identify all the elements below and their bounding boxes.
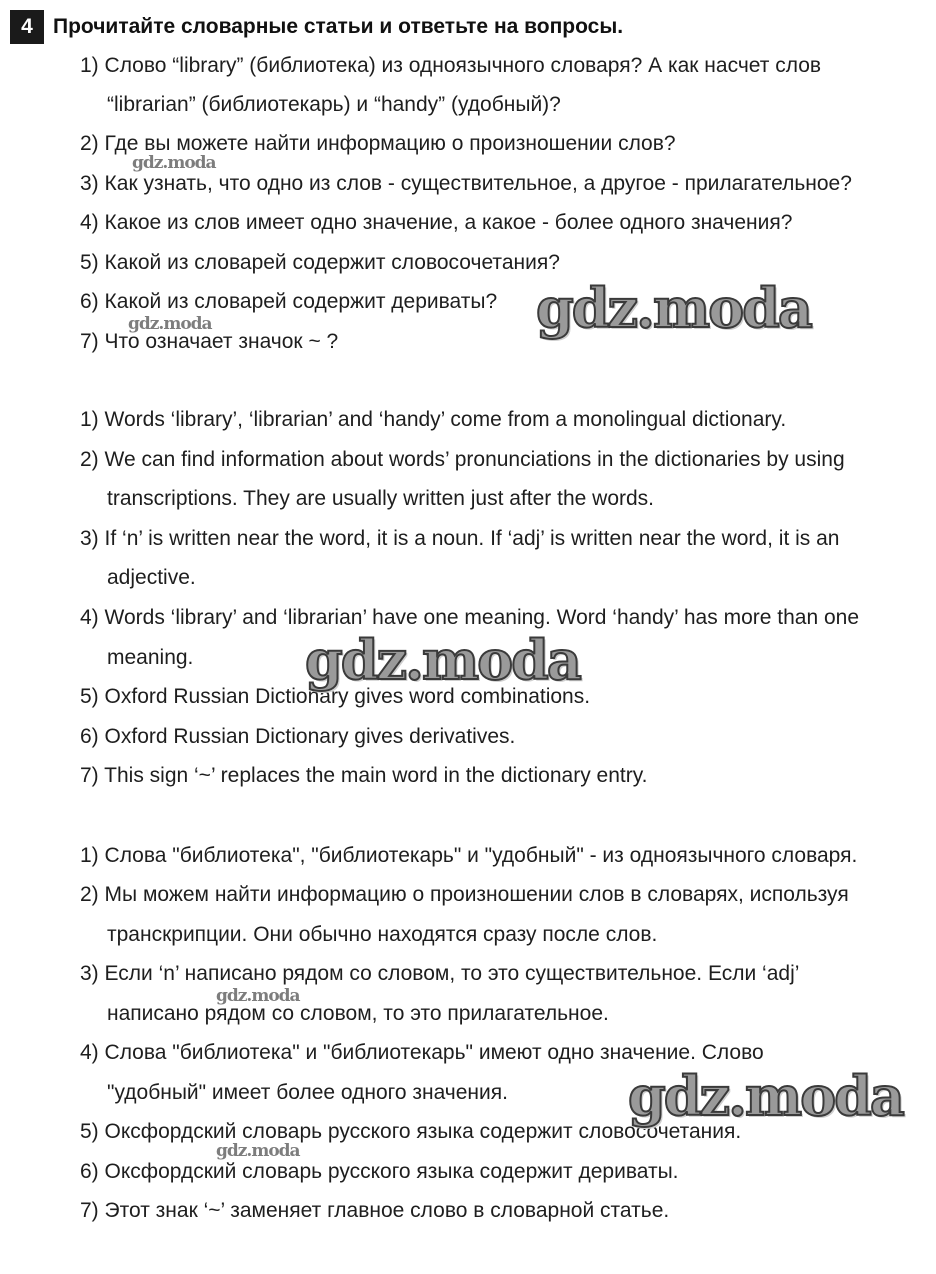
item-text: Words ‘library’ and ‘librarian’ have one meaning. Word ‘handy’ has more than one (104, 606, 859, 629)
item-number: 5) (80, 251, 99, 274)
watermark-logo: gdz.moda (216, 986, 300, 1006)
item-text: Если ‘n’ написано рядом со словом, то это существительное. Если ‘adj’ (104, 962, 800, 985)
item-number: 6) (80, 1160, 99, 1183)
item-number: 5) (80, 685, 99, 708)
item-text: Слова "библиотека", "библиотекарь" и "удобный" - из одноязычного словаря. (104, 844, 858, 867)
answer-ru-2 (80, 882, 849, 908)
item-number: 7) (80, 1199, 99, 1222)
item-text: Что означает значок ~ ? (104, 330, 339, 353)
answer-ru-3 (80, 961, 799, 987)
question-5 (80, 250, 560, 276)
item-text: Где вы можете найти информацию о произношении слов? (104, 132, 676, 155)
item-text: Words ‘library’, ‘librarian’ and ‘handy’ come from a monolingual dictionary. (104, 408, 787, 431)
item-number: 2) (80, 883, 99, 906)
item-text: Какое из слов имеет одно значение, а какое - более одного значения? (104, 211, 793, 234)
watermark-logo: gdz.moda (536, 276, 811, 340)
answer-ru-4-cont: "удобный" имеет более одного значения. (107, 1081, 508, 1104)
item-number: 7) (80, 330, 99, 353)
item-number: 4) (80, 606, 99, 629)
item-number: 1) (80, 844, 99, 867)
watermark-logo: gdz.moda (628, 1064, 903, 1128)
answer-en-3 (80, 526, 839, 552)
item-number: 4) (80, 211, 99, 234)
task-title: Прочитайте словарные статьи и ответьте на вопросы. (53, 15, 624, 38)
answer-ru-4 (80, 1040, 764, 1066)
item-number: 3) (80, 527, 99, 550)
item-text: Какой из словарей содержит дериваты? (104, 290, 498, 313)
answer-en-2-cont: transcriptions. They are usually written just after the words. (107, 487, 655, 510)
item-number: 3) (80, 962, 99, 985)
item-number: 7) (80, 764, 99, 787)
watermark-logo: gdz.moda (216, 1141, 300, 1161)
item-number: 6) (80, 290, 99, 313)
item-number: 2) (80, 448, 99, 471)
item-text: Этот знак ‘~’ заменяет главное слово в словарной статье. (104, 1199, 670, 1222)
item-number: 1) (80, 54, 99, 77)
answer-en-4-cont: meaning. (107, 646, 194, 669)
answer-en-1 (80, 407, 786, 433)
answer-ru-1 (80, 843, 857, 869)
question-1-cont: “librarian” (библиотекарь) и “handy” (удобный)? (107, 93, 561, 116)
item-number: 3) (80, 172, 99, 195)
item-text: We can find information about words’ pronunciations in the dictionaries by using (104, 448, 845, 471)
item-text: Оксфордский словарь русского языка содержит дериваты. (104, 1160, 679, 1183)
question-6 (80, 289, 497, 315)
item-number: 6) (80, 725, 99, 748)
item-text: If ‘n’ is written near the word, it is a noun. If ‘adj’ is written near the word, it is an (104, 527, 840, 550)
item-text: Слово “library” (библиотека) из одноязычного словаря? А как насчет слов (104, 54, 822, 77)
answer-en-3-cont: adjective. (107, 566, 196, 589)
item-text: Какой из словарей содержит словосочетания? (104, 251, 560, 274)
answer-ru-7 (80, 1198, 669, 1224)
question-2 (80, 131, 676, 157)
question-3 (80, 171, 852, 197)
item-text: Oxford Russian Dictionary gives derivatives. (104, 725, 516, 748)
answer-en-2 (80, 447, 845, 473)
item-number: 4) (80, 1041, 99, 1064)
question-1 (80, 53, 821, 79)
answer-en-4 (80, 605, 859, 631)
watermark-logo: gdz.moda (132, 153, 216, 173)
item-text: Оксфордский словарь русского языка содержит словосочетания. (104, 1120, 742, 1143)
item-text: Слова "библиотека" и "библиотекарь" имеют одно значение. Слово (104, 1041, 764, 1064)
answer-en-7 (80, 763, 648, 789)
answer-ru-5 (80, 1119, 741, 1145)
answer-ru-2-cont: транскрипции. Они обычно находятся сразу после слов. (107, 923, 658, 946)
question-4 (80, 210, 792, 236)
answer-en-6 (80, 724, 515, 750)
item-text: Как узнать, что одно из слов - существительное, а другое - прилагательное? (104, 172, 852, 195)
item-number: 1) (80, 408, 99, 431)
item-text: Oxford Russian Dictionary gives word combinations. (104, 685, 591, 708)
item-text: This sign ‘~’ replaces the main word in the dictionary entry. (104, 764, 648, 787)
question-7 (80, 329, 338, 355)
watermark-logo: gdz.moda (128, 314, 212, 334)
answer-ru-3-cont: написано рядом со словом, то это прилагательное. (107, 1002, 609, 1025)
watermark-logo: gdz.moda (305, 628, 580, 692)
task-header (10, 10, 623, 44)
item-text: Мы можем найти информацию о произношении слов в словарях, используя (104, 883, 849, 906)
item-number: 2) (80, 132, 99, 155)
item-number: 5) (80, 1120, 99, 1143)
task-number-badge: 4 (10, 10, 44, 44)
answer-ru-6 (80, 1159, 679, 1185)
answer-en-5 (80, 684, 590, 710)
